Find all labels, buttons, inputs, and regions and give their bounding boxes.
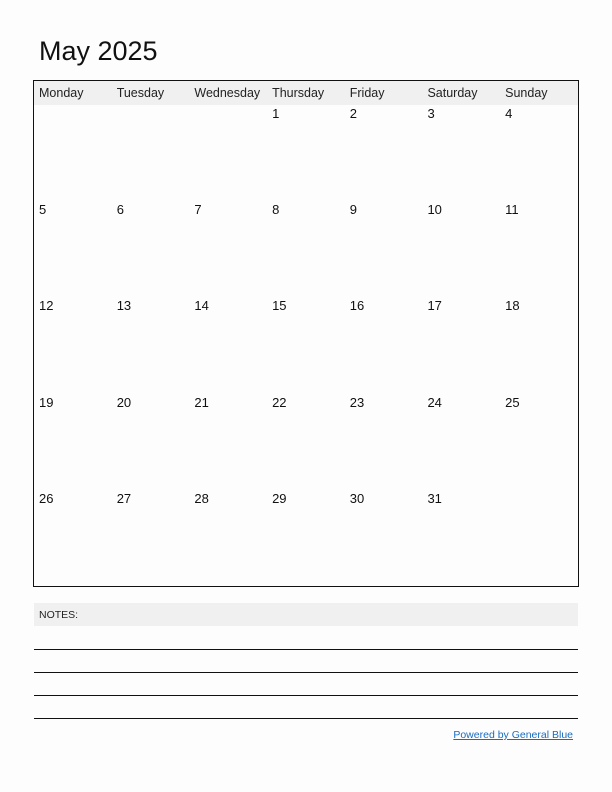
day-cell: [34, 105, 112, 201]
weekday-monday: Monday: [39, 86, 84, 100]
week-row-3: [34, 297, 578, 393]
day-cell: 1: [272, 106, 280, 121]
day-cell: 23: [349, 394, 365, 410]
day-cell: 20: [116, 394, 132, 410]
day-cell: 2: [349, 106, 357, 121]
day-cell: 25: [505, 394, 520, 410]
day-cell: 13: [116, 298, 132, 314]
weekday-tuesday: Tuesday: [116, 86, 165, 100]
day-cell: 14: [194, 298, 209, 314]
day-cell: 29: [272, 490, 287, 506]
notes-label: NOTES:: [39, 609, 79, 621]
powered-by-link[interactable]: Powered by General Blue: [453, 729, 573, 741]
day-cell: 9: [349, 202, 357, 218]
day-cell: 7: [194, 202, 202, 218]
notes-line: [34, 672, 578, 673]
day-cell: 3: [427, 106, 435, 121]
weekday-header: [34, 81, 578, 105]
day-cell: 4: [505, 106, 513, 121]
weekday-friday: Friday: [349, 86, 385, 100]
day-cell: [189, 105, 267, 201]
day-cell: 17: [427, 298, 442, 314]
day-cell: 26: [39, 490, 54, 506]
day-cell: 19: [39, 394, 54, 410]
day-cell: 16: [349, 298, 365, 314]
day-cell: 31: [427, 490, 442, 506]
day-cell: 10: [427, 202, 442, 218]
day-cell: 18: [505, 298, 520, 314]
day-cell: 12: [39, 298, 54, 314]
day-cell: 11: [505, 202, 519, 218]
day-cell: 28: [194, 490, 209, 506]
day-cell: 6: [116, 202, 124, 218]
week-row-1: [34, 105, 578, 201]
notes-line: [34, 718, 578, 719]
day-cell: 15: [272, 298, 287, 314]
notes-header: [34, 603, 578, 626]
weekday-wednesday: Wednesday: [194, 86, 261, 100]
day-cell: [112, 105, 190, 201]
weekday-thursday: Thursday: [272, 86, 325, 100]
day-cell: 5: [39, 202, 47, 218]
day-cell: 22: [272, 394, 287, 410]
notes-line: [34, 695, 578, 696]
notes-line: [34, 649, 578, 650]
weekday-saturday: Saturday: [427, 86, 478, 100]
page-title: May 2025: [39, 36, 158, 66]
week-row-2: [34, 201, 578, 297]
day-cell: [500, 490, 578, 586]
day-cell: 24: [427, 394, 442, 410]
day-cell: 30: [349, 490, 365, 506]
calendar-grid: [33, 80, 579, 587]
day-cell: 27: [116, 490, 132, 506]
week-row-5: [34, 490, 578, 586]
day-cell: 21: [194, 394, 209, 410]
day-cell: 8: [272, 202, 280, 218]
week-row-4: [34, 394, 578, 490]
weekday-sunday: Sunday: [505, 86, 548, 100]
